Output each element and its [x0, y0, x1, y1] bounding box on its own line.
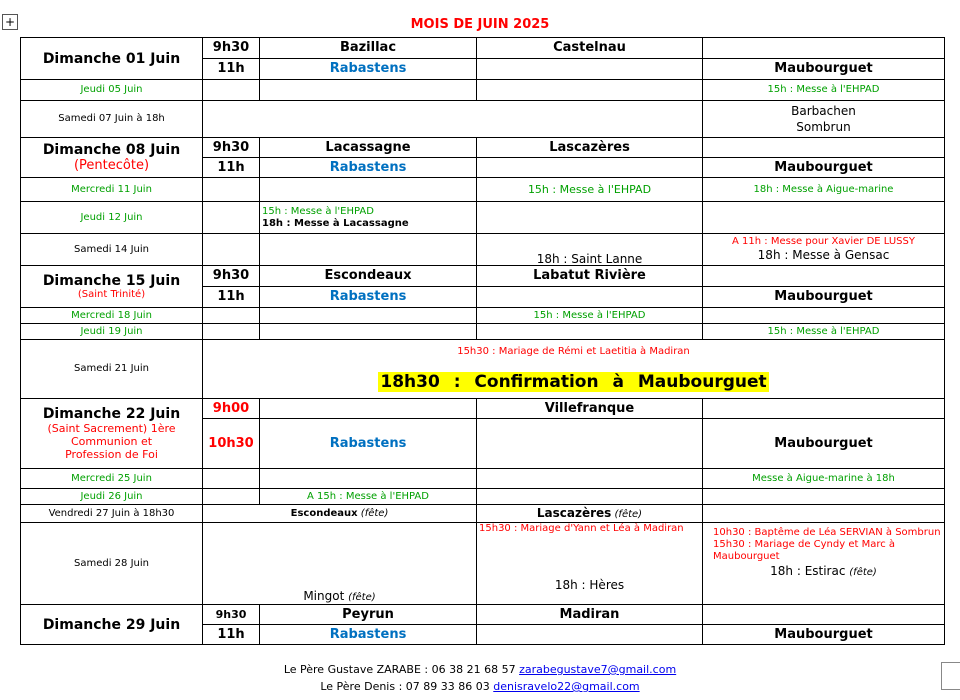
time-cell: 11h: [203, 158, 260, 178]
place-cell: Escondeaux: [260, 266, 477, 287]
time-cell: 9h30: [203, 38, 260, 59]
time-cell: 10h30: [203, 419, 260, 469]
event-cell: A 15h : Messe à l'EHPAD: [260, 489, 477, 505]
empty-cell: [703, 266, 945, 287]
day-cell: Jeudi 19 Juin: [21, 324, 203, 340]
event-line: 18h : Hères: [554, 578, 625, 592]
event-line: 15h : Messe à l'EHPAD: [262, 205, 374, 217]
event-line: 18h : Messe à Lacassagne: [262, 217, 409, 229]
feast-label: (Saint Sacrement) 1ère Communion et Profession de Foi: [47, 422, 176, 461]
place-cell: Lascazères: [477, 138, 703, 158]
day-cell: [21, 266, 203, 308]
table-row: [21, 266, 945, 287]
event-place: Escondeaux: [290, 507, 358, 519]
table-row: [21, 605, 945, 625]
contact-line: [0, 680, 960, 693]
event-line: 10h30 : Baptême de Léa SERVIAN à Sombrun: [713, 527, 941, 538]
place-cell: Maubourguet: [703, 287, 945, 308]
event-place: 18h : Estirac: [770, 564, 846, 578]
event-note: (fête): [614, 508, 643, 520]
event-line: 18h : Messe à Gensac: [757, 248, 890, 262]
empty-cell: [203, 324, 260, 340]
email-link[interactable]: denisravelo22@gmail.com: [493, 680, 640, 693]
empty-cell: [260, 178, 477, 202]
empty-cell: [260, 80, 477, 101]
event-line: 15h30 : Mariage de Cyndy et Marc à Maubourguet: [713, 539, 896, 562]
empty-cell: [203, 80, 260, 101]
day-cell: Dimanche 29 Juin: [21, 605, 203, 645]
move-handle-icon[interactable]: +: [2, 14, 18, 30]
table-row: [21, 308, 945, 324]
empty-cell: [203, 202, 260, 234]
event-cell: Messe à Aigue-marine à 18h: [703, 469, 945, 489]
empty-cell: [203, 234, 260, 266]
day-cell: Samedi 21 Juin: [21, 340, 203, 399]
confirmation-highlight: 18h30 : Confirmation à Maubourguet: [380, 372, 767, 392]
contact-text: Le Père Gustave ZARABE : 06 38 21 68 57: [283, 663, 516, 676]
table-row: [21, 178, 945, 202]
day-cell: Jeudi 12 Juin: [21, 202, 203, 234]
empty-cell: [203, 178, 260, 202]
day-cell: Vendredi 27 Juin à 18h30: [21, 505, 203, 523]
feast-label: (Saint Trinité): [77, 288, 146, 300]
day-cell: Mercredi 11 Juin: [21, 178, 203, 202]
table-row: [21, 469, 945, 489]
event-cell: [703, 234, 945, 266]
empty-cell: [703, 38, 945, 59]
schedule-table: [20, 37, 945, 645]
day-label: Dimanche 15 Juin: [42, 272, 181, 289]
event-cell: 15h : Messe à l'EHPAD: [703, 324, 945, 340]
table-row: [21, 80, 945, 101]
email-link[interactable]: zarabegustave7@gmail.com: [519, 663, 677, 676]
table-row: [21, 324, 945, 340]
time-cell: 11h: [203, 625, 260, 645]
empty-cell: [477, 59, 703, 80]
event-line: Sombrun: [796, 120, 851, 134]
empty-cell: [260, 308, 477, 324]
empty-cell: [477, 202, 703, 234]
empty-cell: [203, 489, 260, 505]
table-row: [21, 399, 945, 419]
table-row: [21, 202, 945, 234]
event-cell: [477, 523, 703, 605]
event-line: Barbachen: [791, 104, 856, 118]
place-cell: Madiran: [477, 605, 703, 625]
contact-text: Le Père Denis : 07 89 33 86 03: [320, 680, 490, 693]
place-cell: Lacassagne: [260, 138, 477, 158]
empty-cell: [703, 505, 945, 523]
place-cell: Labatut Rivière: [477, 266, 703, 287]
page-title: MOIS DE JUIN 2025: [410, 17, 550, 32]
time-cell: 9h00: [203, 399, 260, 419]
table-row: [21, 234, 945, 266]
empty-cell: [477, 625, 703, 645]
table-row: [21, 138, 945, 158]
feast-label: (Pentecôte): [73, 157, 150, 173]
empty-cell: [703, 399, 945, 419]
event-cell: 18h : Messe à Aigue-marine: [703, 178, 945, 202]
empty-cell: [260, 324, 477, 340]
place-cell: Maubourguet: [703, 158, 945, 178]
time-cell: 9h30: [203, 138, 260, 158]
empty-cell: [477, 419, 703, 469]
empty-cell: [260, 399, 477, 419]
event-place: Lascazères: [536, 505, 612, 520]
table-row: [21, 38, 945, 59]
day-cell: Mercredi 18 Juin: [21, 308, 203, 324]
time-cell: 11h: [203, 59, 260, 80]
day-cell: Jeudi 26 Juin: [21, 489, 203, 505]
table-row: [21, 101, 945, 138]
day-cell: [21, 399, 203, 469]
empty-cell: [477, 324, 703, 340]
event-note: (fête): [849, 567, 877, 578]
place-cell: Rabastens: [260, 158, 477, 178]
empty-cell: [703, 138, 945, 158]
day-cell: Samedi 07 Juin à 18h: [21, 101, 203, 138]
empty-cell: [203, 308, 260, 324]
contact-line: [0, 663, 960, 676]
table-row: [21, 489, 945, 505]
day-cell: Jeudi 05 Juin: [21, 80, 203, 101]
event-cell: [260, 202, 477, 234]
day-cell: [21, 138, 203, 178]
place-cell: Rabastens: [260, 419, 477, 469]
event-cell: [477, 505, 703, 523]
empty-cell: [477, 158, 703, 178]
place-cell: Castelnau: [477, 38, 703, 59]
empty-cell: [260, 234, 477, 266]
place-cell: Maubourguet: [703, 59, 945, 80]
event-cell: [703, 101, 945, 138]
event-cell: 18h : Saint Lanne: [477, 234, 703, 266]
empty-cell: [260, 469, 477, 489]
event-cell: [203, 523, 477, 605]
empty-cell: [703, 202, 945, 234]
event-cell: [203, 340, 945, 399]
place-cell: Peyrun: [260, 605, 477, 625]
empty-cell: [477, 287, 703, 308]
event-note: (fête): [348, 592, 376, 603]
time-cell: 11h: [203, 287, 260, 308]
empty-cell: [477, 80, 703, 101]
event-cell: [703, 523, 945, 605]
day-cell: Samedi 28 Juin: [21, 523, 203, 605]
empty-cell: [703, 308, 945, 324]
place-cell: Bazillac: [260, 38, 477, 59]
empty-cell: [703, 489, 945, 505]
event-cell: 15h : Messe à l'EHPAD: [477, 308, 703, 324]
empty-cell: [703, 605, 945, 625]
day-cell: Mercredi 25 Juin: [21, 469, 203, 489]
place-cell: Maubourguet: [703, 625, 945, 645]
day-label: Dimanche 22 Juin: [42, 406, 181, 422]
event-note: (fête): [360, 507, 389, 519]
day-cell: Samedi 14 Juin: [21, 234, 203, 266]
event-cell: 15h : Messe à l'EHPAD: [703, 80, 945, 101]
event-cell: [203, 505, 477, 523]
time-cell: 9h30: [203, 605, 260, 625]
event-line: A 11h : Messe pour Xavier DE LUSSY: [732, 236, 915, 247]
place-cell: Rabastens: [260, 287, 477, 308]
place-cell: Rabastens: [260, 59, 477, 80]
empty-cell: [477, 469, 703, 489]
place-cell: Rabastens: [260, 625, 477, 645]
time-cell: 9h30: [203, 266, 260, 287]
event-line: [705, 565, 942, 579]
place-cell: Villefranque: [477, 399, 703, 419]
empty-cell: [477, 489, 703, 505]
table-row: [21, 523, 945, 605]
corner-box: [941, 662, 960, 690]
event-place: Mingot: [303, 589, 345, 603]
empty-cell: [203, 101, 703, 138]
empty-cell: [203, 469, 260, 489]
event-cell: 15h : Messe à l'EHPAD: [477, 178, 703, 202]
table-row: [21, 340, 945, 399]
day-label: Dimanche 08 Juin: [42, 141, 181, 158]
event-line: 15h30 : Mariage d'Yann et Léa à Madiran: [479, 523, 684, 534]
day-cell: Dimanche 01 Juin: [21, 38, 203, 80]
event-line: 15h30 : Mariage de Rémi et Laetitia à Madiran: [457, 346, 690, 357]
place-cell: Maubourguet: [703, 419, 945, 469]
table-row: [21, 505, 945, 523]
